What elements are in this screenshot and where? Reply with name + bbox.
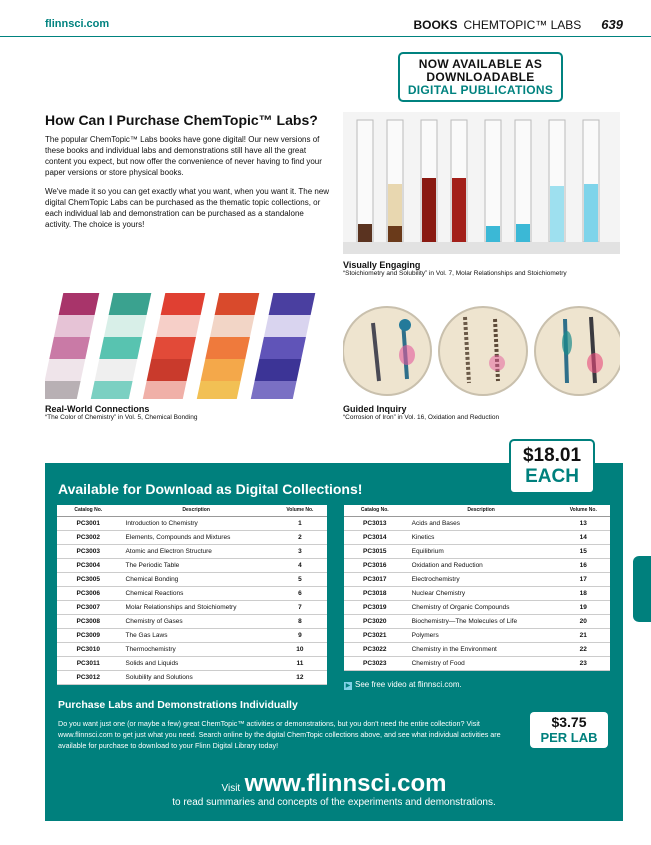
table-row: [57, 670, 327, 684]
catalog-number: PC3010: [57, 642, 120, 656]
catalog-number: PC3003: [57, 544, 120, 558]
table-row: [344, 642, 610, 656]
individual-purchase-title: Purchase Labs and Demonstrations Individually: [58, 699, 298, 711]
free-video-link[interactable]: [344, 680, 462, 690]
column-header-catalog: Catalog No.: [57, 505, 120, 516]
catalog-number: PC3013: [344, 516, 406, 530]
volume-number: 18: [557, 586, 610, 600]
collection-description: The Periodic Table: [120, 558, 273, 572]
table-row: [57, 614, 327, 628]
volume-number: 5: [273, 572, 327, 586]
column-header-catalog: Catalog No.: [344, 505, 406, 516]
table-row: [344, 600, 610, 614]
badge-line-3: DIGITAL PUBLICATIONS: [407, 83, 554, 97]
badge-line-1: NOW AVAILABLE AS: [418, 57, 543, 71]
collection-description: Atomic and Electron Structure: [120, 544, 273, 558]
collection-description: Acids and Bases: [406, 516, 557, 530]
page-header: [413, 17, 623, 32]
badge-line-2: DOWNLOADABLE: [426, 70, 535, 84]
volume-number: 14: [557, 530, 610, 544]
volume-number: 10: [273, 642, 327, 656]
collection-description: Kinetics: [406, 530, 557, 544]
section-tab-marker: [633, 556, 651, 622]
table-row: [344, 558, 610, 572]
table-row: [344, 516, 610, 530]
caption-title: Real-World Connections: [45, 404, 150, 414]
table-row: [57, 572, 327, 586]
catalog-number: PC3015: [344, 544, 406, 558]
catalog-number: PC3008: [57, 614, 120, 628]
volume-number: 19: [557, 600, 610, 614]
catalog-number: PC3014: [344, 530, 406, 544]
catalog-number: PC3019: [344, 600, 406, 614]
catalog-number: PC3001: [57, 516, 120, 530]
column-header-volume: Volume No.: [557, 505, 610, 516]
collection-price-unit: EACH: [525, 466, 579, 487]
volume-number: 20: [557, 614, 610, 628]
caption-visually-engaging: [343, 260, 567, 277]
collection-description: Equilibrium: [406, 544, 557, 558]
intro-title: How Can I Purchase ChemTopic™ Labs?: [45, 112, 318, 128]
visit-website-line: [45, 770, 623, 798]
collection-description: Chemistry of Organic Compounds: [406, 600, 557, 614]
collection-description: Elements, Compounds and Mixtures: [120, 530, 273, 544]
column-header-description: Description: [406, 505, 557, 516]
table-row: [57, 530, 327, 544]
table-row: [57, 656, 327, 670]
catalog-number: PC3006: [57, 586, 120, 600]
per-lab-price-badge: [530, 712, 608, 748]
volume-number: 12: [273, 670, 327, 684]
table-row: [344, 586, 610, 600]
catalog-number: PC3021: [344, 628, 406, 642]
collection-description: Electrochemistry: [406, 572, 557, 586]
catalog-number: PC3012: [57, 670, 120, 684]
catalog-number: PC3004: [57, 558, 120, 572]
caption-title: Visually Engaging: [343, 260, 421, 270]
table-row: [344, 530, 610, 544]
volume-number: 15: [557, 544, 610, 558]
table-row: [344, 544, 610, 558]
volume-number: 11: [273, 656, 327, 670]
visit-prefix: Visit: [221, 783, 241, 794]
column-header-description: Description: [120, 505, 273, 516]
column-header-volume: Volume No.: [273, 505, 327, 516]
cylinders-photo: [343, 112, 620, 254]
collection-description: Nuclear Chemistry: [406, 586, 557, 600]
caption-text: “The Color of Chemistry” in Vol. 5, Chemical Bonding: [45, 414, 198, 421]
table-row: [344, 628, 610, 642]
volume-number: 13: [557, 516, 610, 530]
volume-number: 23: [557, 656, 610, 670]
visit-subtext: to read summaries and concepts of the experiments and demonstrations.: [172, 797, 496, 808]
collection-price-badge: [509, 439, 595, 494]
volume-number: 22: [557, 642, 610, 656]
catalog-number: PC3009: [57, 628, 120, 642]
volume-number: 16: [557, 558, 610, 572]
collections-table-right: [344, 505, 610, 671]
table-row: [344, 656, 610, 670]
site-url[interactable]: flinnsci.com: [45, 18, 110, 30]
intro-paragraph-1: The popular ChemTopic™ Labs books have gone digital! Our new versions of these books and individual labs and demonstrations still have all the great content you expect, but now offer the convenience of never having to find your paper versions or store physical books.: [45, 135, 322, 177]
collection-description: Solids and Liquids: [120, 656, 273, 670]
volume-number: 1: [273, 516, 327, 530]
iron-nails-photo: [343, 303, 620, 398]
catalog-number: PC3023: [344, 656, 406, 670]
catalog-number: PC3005: [57, 572, 120, 586]
collection-description: Polymers: [406, 628, 557, 642]
collection-description: The Gas Laws: [120, 628, 273, 642]
caption-guided-inquiry: [343, 404, 499, 421]
collection-description: Biochemistry—The Molecules of Life: [406, 614, 557, 628]
table-row: [344, 572, 610, 586]
table-row: [57, 516, 327, 530]
collections-title: Available for Download as Digital Collections!: [58, 481, 363, 497]
volume-number: 2: [273, 530, 327, 544]
collection-description: Introduction to Chemistry: [120, 516, 273, 530]
per-lab-price: $3.75: [551, 714, 587, 730]
collection-description: Molar Relationships and Stoichiometry: [120, 600, 273, 614]
dyed-fabric-photo: [45, 285, 340, 403]
table-row: [57, 642, 327, 656]
caption-text: “Corrosion of Iron” in Vol. 16, Oxidation and Reduction: [343, 414, 500, 421]
play-arrow-icon: ▶: [345, 683, 351, 689]
catalog-number: PC3020: [344, 614, 406, 628]
subsection-label: CHEMTOPIC™ LABS: [463, 18, 582, 32]
table-row: [57, 600, 327, 614]
volume-number: 21: [557, 628, 610, 642]
individual-purchase-text: Do you want just one (or maybe a few) great ChemTopic™ activities or demonstrations, but you don't need the entire collection? Visit www.flinnsci.com to get just what you need. Search online by the digital ChemTopic collections above, and see what individual activities are available for purchase to download to your Flinn Digital Library today!: [58, 719, 501, 750]
digital-availability-badge: [398, 52, 563, 102]
table-row: [57, 628, 327, 642]
collection-price: $18.01: [522, 445, 582, 466]
collection-description: Solubility and Solutions: [120, 670, 273, 684]
volume-number: 7: [273, 600, 327, 614]
table-row: [344, 614, 610, 628]
catalog-number: PC3017: [344, 572, 406, 586]
collection-description: Chemistry of Food: [406, 656, 557, 670]
catalog-number: PC3007: [57, 600, 120, 614]
intro-text: [45, 134, 330, 238]
caption-title: Guided Inquiry: [343, 404, 407, 414]
collection-description: Thermochemistry: [120, 642, 273, 656]
volume-number: 6: [273, 586, 327, 600]
catalog-number: PC3016: [344, 558, 406, 572]
collection-description: Chemistry of Gases: [120, 614, 273, 628]
volume-number: 9: [273, 628, 327, 642]
collection-description: Chemical Reactions: [120, 586, 273, 600]
collection-description: Chemistry in the Environment: [406, 642, 557, 656]
catalog-number: PC3022: [344, 642, 406, 656]
table-row: [57, 586, 327, 600]
volume-number: 3: [273, 544, 327, 558]
table-row: [57, 558, 327, 572]
section-label: BOOKS: [413, 18, 458, 32]
catalog-number: PC3018: [344, 586, 406, 600]
volume-number: 4: [273, 558, 327, 572]
collection-description: Oxidation and Reduction: [406, 558, 557, 572]
volume-number: 8: [273, 614, 327, 628]
volume-number: 17: [557, 572, 610, 586]
catalog-number: PC3011: [57, 656, 120, 670]
table-row: [57, 544, 327, 558]
header-divider: [0, 36, 651, 37]
collection-description: Chemical Bonding: [120, 572, 273, 586]
catalog-number: PC3002: [57, 530, 120, 544]
intro-paragraph-2: We've made it so you can get exactly what you want, when you want it. The new digital ChemTopic Labs can be purchased as the thematic topic collections, or each individual lab and demonstration can be purchased as a standalone activity. The choice is yours!: [45, 187, 330, 229]
collections-table-left: [57, 505, 327, 685]
per-lab-price-unit: PER LAB: [540, 730, 598, 745]
caption-text: “Stoichiometry and Solubility” in Vol. 7, Molar Relationships and Stoichiometry: [343, 270, 567, 277]
caption-real-world: [45, 404, 197, 421]
video-link-text[interactable]: See free video at flinnsci.com.: [355, 680, 462, 689]
page-number: 639: [601, 17, 623, 32]
website-link[interactable]: www.flinnsci.com: [244, 770, 447, 797]
